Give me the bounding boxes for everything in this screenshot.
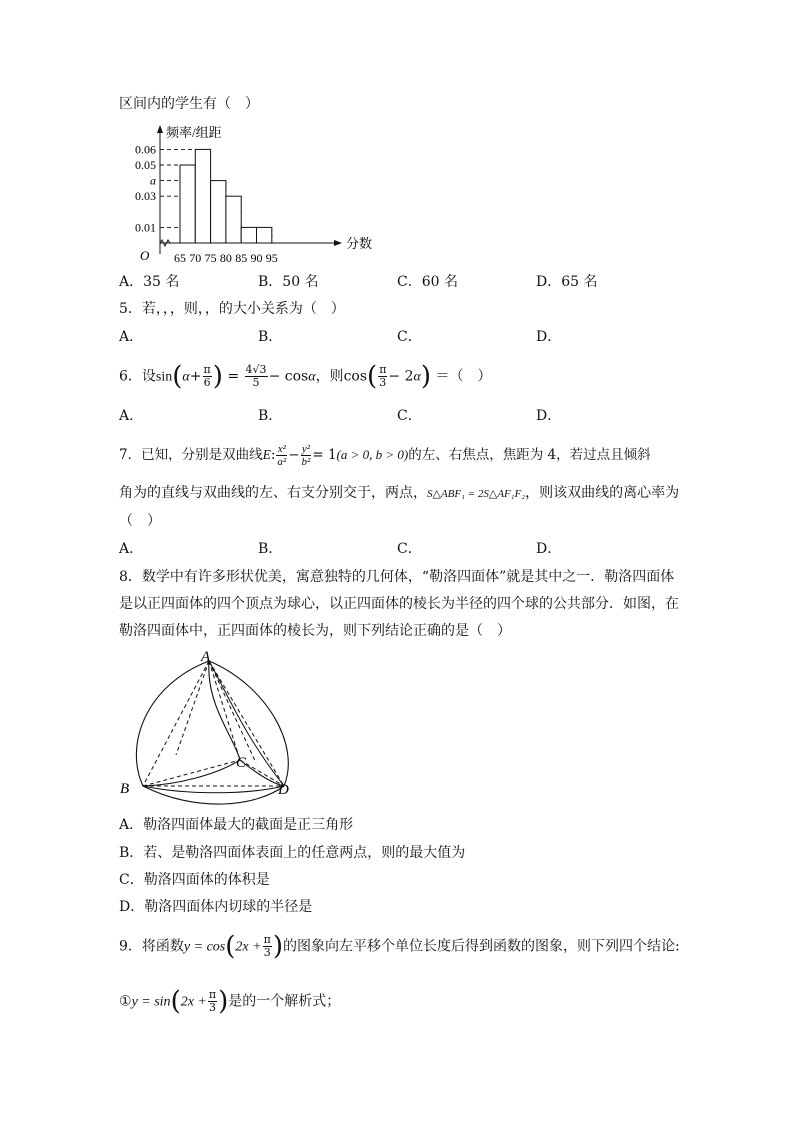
frequency-histogram: [118, 122, 378, 272]
y-tick-label: a: [150, 173, 156, 188]
q7-line-1: 7．已知，分别是双曲线E: $\frac{\text{x²}}{\text{a²}}$ − $\frac{\text{y²}}{\text{b²}}$ = 1(a > 0, b > 0)的左、右焦点，焦距为 4，若过点且倾斜: [119, 443, 651, 468]
y-tick-label: 0.01: [135, 220, 156, 235]
q8-option-a: A．勒洛四面体最大的截面是正三角形: [119, 817, 354, 833]
x-tick-label: 70: [189, 251, 202, 265]
x-tick-label: 80: [219, 251, 232, 265]
q5-option-c: C．: [397, 329, 422, 345]
q7-option-b: B．: [258, 541, 283, 557]
q4-option-a: A．35 名: [119, 274, 180, 290]
histogram-bar: [241, 227, 256, 243]
q8-option-c: C．勒洛四面体的体积是: [119, 872, 270, 888]
q7-line-3: （ ）: [119, 513, 161, 529]
q6-option-a: A．: [119, 408, 144, 424]
vertex-label-d: D: [278, 782, 289, 798]
x-tick-label: 75: [204, 251, 217, 265]
histogram-bar: [257, 227, 272, 243]
q5-stem: 5．若，，，则，，的大小关系为（ ）: [119, 301, 345, 317]
reuleaux-tetrahedron-figure: [116, 645, 306, 805]
vertex-label-c: C: [236, 755, 247, 771]
y-axis-label: 频率/组距: [166, 125, 222, 140]
histogram-bar: [211, 181, 226, 243]
x-axis-label: 分数: [346, 236, 373, 251]
q8-stem-line-1: 8．数学中有许多形状优美，寓意独特的几何体，“勒洛四面体”就是其中之一．勒洛四面体: [119, 569, 675, 585]
q4-option-d: D．65 名: [536, 274, 598, 290]
q7-option-d: D．: [536, 541, 562, 557]
y-tick-label: 0.03: [135, 189, 156, 204]
y-tick-label: 0.06: [135, 142, 156, 157]
q4-option-c: C．60 名: [397, 274, 458, 290]
q6-option-c: C．: [397, 408, 422, 424]
y-tick-labels: [135, 142, 156, 234]
histogram-bars: [180, 149, 272, 243]
x-axis-arrow: [334, 240, 342, 246]
q7-option-c: C．: [397, 541, 422, 557]
vertex-label-b: B: [120, 781, 130, 797]
q8-stem-line-2: 是以正四面体的四个顶点为球心，以正四面体的棱长为半径的四个球的公共部分．如图，在: [119, 596, 679, 612]
vertex-label-a: A: [201, 649, 211, 665]
q5-option-d: D．: [536, 329, 562, 345]
q5-option-a: A．: [119, 329, 144, 345]
q7-option-a: A．: [119, 541, 144, 557]
histogram-bar: [195, 149, 210, 243]
q4-stem-tail: 区间内的学生有（ ）: [119, 96, 259, 112]
q8-option-d: D．勒洛四面体内切球的半径是: [119, 899, 313, 915]
q9-conclusion-1: ①y = sin(2x + $\frac{\pi}{3}$ )是的一个解析式；: [119, 986, 341, 1017]
histogram-bar: [180, 165, 195, 243]
x-tick-label: 85: [235, 251, 248, 265]
q6-stem: 6．设sin(α+ $\frac{\pi}{6}$ ) = $\frac{4√3}{5}$ − cosα，则cos( $\frac{\pi}{3}$ − 2α) ＝（ ）: [119, 361, 492, 392]
origin-label: O: [140, 248, 150, 263]
q6-option-d: D．: [536, 408, 562, 424]
q8-stem-line-3: 勒洛四面体中，正四面体的棱长为，则下列结论正确的是（ ）: [119, 623, 511, 639]
q9-stem: 9．将函数y = cos(2x + $\frac{\pi}{3}$ )的图象向左平移个单位长度后得到函数的图象，则下列四个结论:: [119, 931, 680, 962]
q8-option-b: B．若、是勒洛四面体表面上的任意两点，则的最大值为: [119, 845, 466, 861]
x-tick-labels: [174, 251, 278, 265]
q4-option-b: B．50 名: [258, 274, 319, 290]
histogram-bar: [226, 196, 241, 243]
y-tick-label: 0.05: [135, 158, 156, 172]
x-tick-label: 95: [265, 251, 278, 265]
q7-line-2: 角为的直线与双曲线的左、右支分别交于，两点，S△ABF₁ = 2S△AF₁F₂，则该双曲线的离心率为: [119, 485, 680, 501]
x-tick-label: 90: [250, 251, 263, 265]
q6-option-b: B．: [258, 408, 283, 424]
y-axis-arrow: [157, 125, 163, 133]
q5-option-b: B．: [258, 329, 283, 345]
x-tick-label: 65: [174, 251, 186, 265]
